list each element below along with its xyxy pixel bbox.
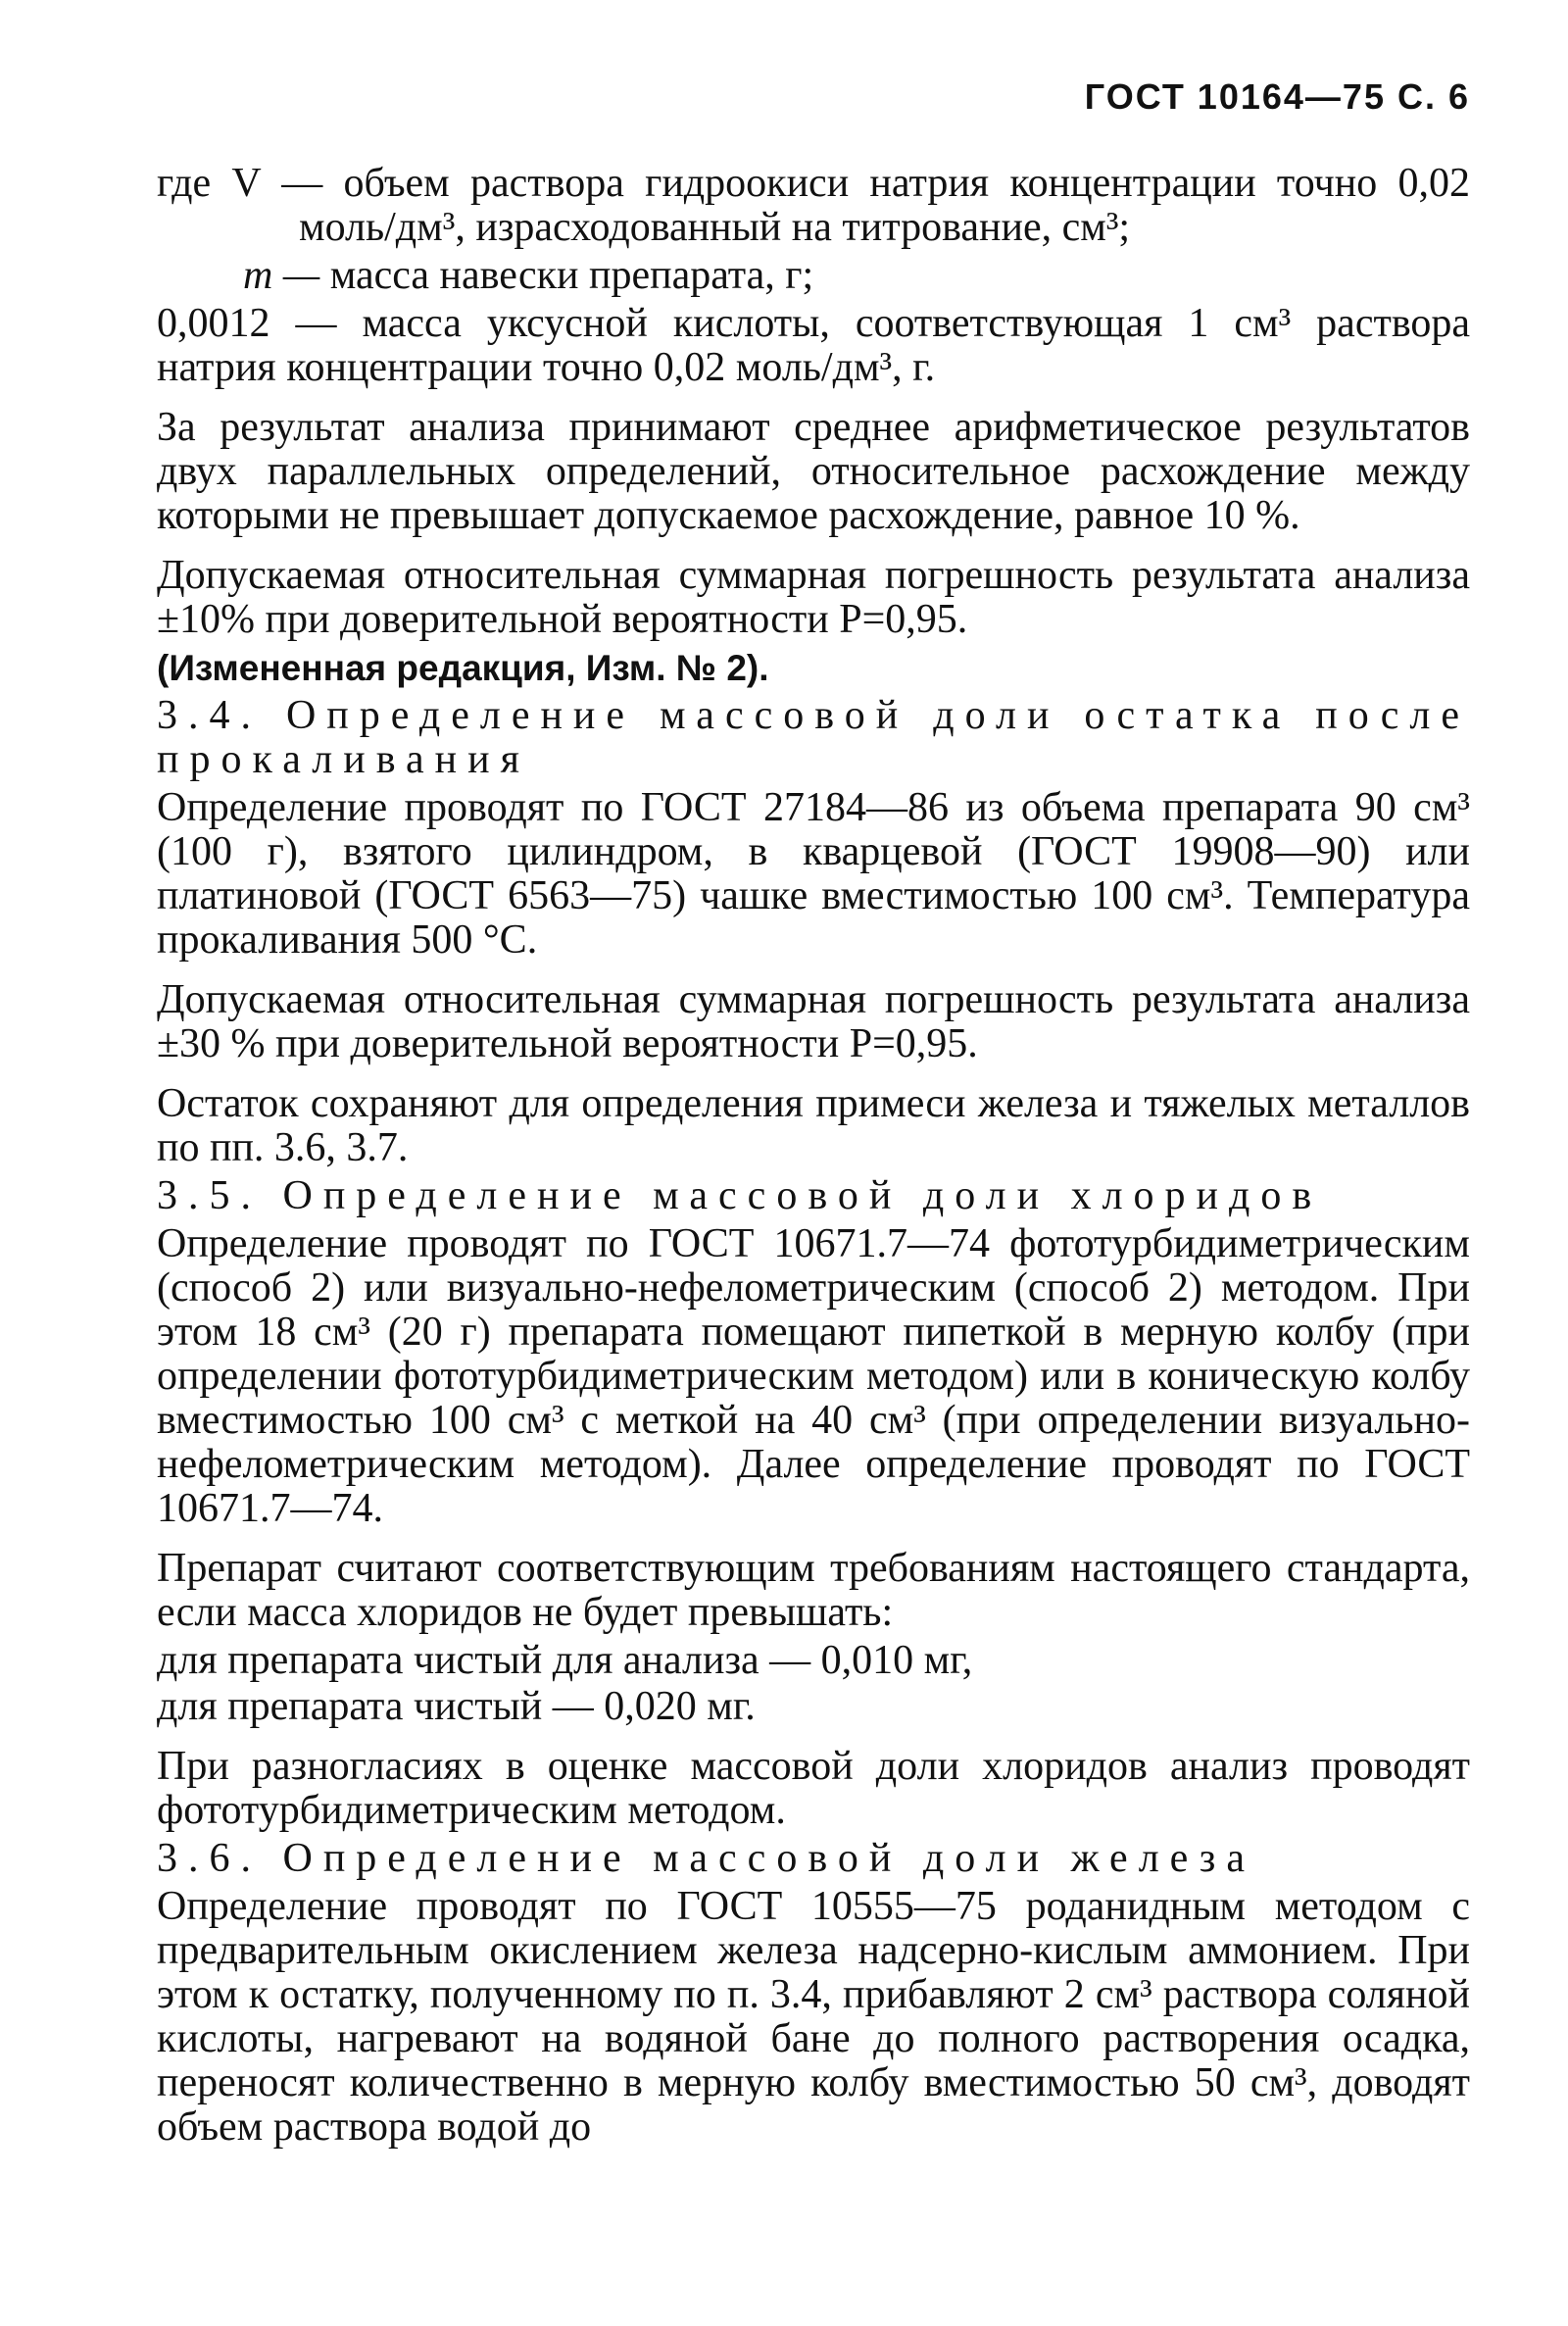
legend-term-m: m — <box>243 253 330 298</box>
legend-term-v: где V — <box>157 161 344 206</box>
heading-3-4: 3.4. Определение массовой доли остатка после прокаливания <box>157 693 1470 782</box>
paragraph-3-5-3: При разногласиях в оценке массовой доли хлоридов анализ проводят фототурбидиметрическим методом. <box>157 1744 1470 1833</box>
paragraph-error-1: Допускаемая относительная суммарная погрешность результата анализа ±10% при доверительной вероятности P=0,95. <box>157 553 1470 642</box>
legend-item-m <box>157 254 1470 298</box>
heading-3-6: 3.6. Определение массовой доли железа <box>157 1836 1256 1881</box>
paragraph-3-4-3: Остаток сохраняют для определения примеси железа и тяжелых металлов по пп. 3.6, 3.7. <box>157 1081 1470 1170</box>
paragraph-3-5-2: Препарат считают соответствующим требованиям настоящего стандарта, если масса хлоридов не будет превышать: <box>157 1546 1470 1635</box>
paragraph-3-4-1: Определение проводят по ГОСТ 27184—86 из объема препарата 90 см³ (100 г), взятого цилиндром, в кварцевой (ГОСТ 19908—90) или платиновой (ГОСТ 6563—75) чашке вместимостью 100 см³. Температура прокаливания 500 °С. <box>157 785 1470 963</box>
paragraph-result: За результат анализа принимают среднее арифметическое результатов двух параллельных определений, относительное расхождение между которыми не превышает допускаемое расхождение, равное 10 %. <box>157 405 1470 538</box>
amendment-note: (Измененная редакция, Изм. № 2). <box>157 648 769 688</box>
paragraph-3-6-1: Определение проводят по ГОСТ 10555—75 роданидным методом с предварительным окислением железа надсерно-кислым аммонием. При этом к остатку, полученному по п. 3.4, прибавляют 2 см³ раствора соляной кислоты, нагревают на водяной бане до полного растворения осадка, переносят количественно в мерную колбу вместимостью 50 см³, доводят объем раствора водой до <box>157 1884 1470 2150</box>
list-item-3-5-2: для препарата чистый — 0,020 мг. <box>157 1684 756 1729</box>
heading-3-5: 3.5. Определение массовой доли хлоридов <box>157 1173 1323 1218</box>
legend-desc-v: объем раствора гидроокиси натрия концентрации точно 0,02 моль/дм³, израсходованный на титрование, см³; <box>299 161 1470 250</box>
list-item-3-5-1: для препарата чистый для анализа — 0,010 мг, <box>157 1638 973 1683</box>
paragraph-3-5-1: Определение проводят по ГОСТ 10671.7—74 фототурбидиметрическим (способ 2) или визуально-нефелометрическим (способ 2) методом. При этом 18 см³ (20 г) препарата помещают пипеткой в мерную колбу (при определении фототурбидиметрическим методом) или в коническую колбу вместимостью 100 см³ с меткой на 40 см³ (при определении визуально-нефелометрическим методом). Далее определение проводят по ГОСТ 10671.7—74. <box>157 1221 1470 1531</box>
formula-legend <box>157 162 1470 390</box>
legend-item-k <box>157 302 1470 390</box>
legend-item-v <box>157 162 1470 250</box>
page-body <box>157 162 1470 2153</box>
legend-desc-m: масса навески препарата, г; <box>329 253 814 298</box>
running-head: ГОСТ 10164—75 С. 6 <box>1084 76 1470 117</box>
paragraph-3-4-2: Допускаемая относительная суммарная погрешность результата анализа ±30 % при доверительной вероятности P=0,95. <box>157 977 1470 1066</box>
legend-desc-k: масса уксусной кислоты, соответствующая 1 см³ раствора натрия концентрации точно 0,02 моль/дм³, г. <box>157 301 1471 390</box>
legend-term-k: 0,0012 — <box>157 301 363 346</box>
